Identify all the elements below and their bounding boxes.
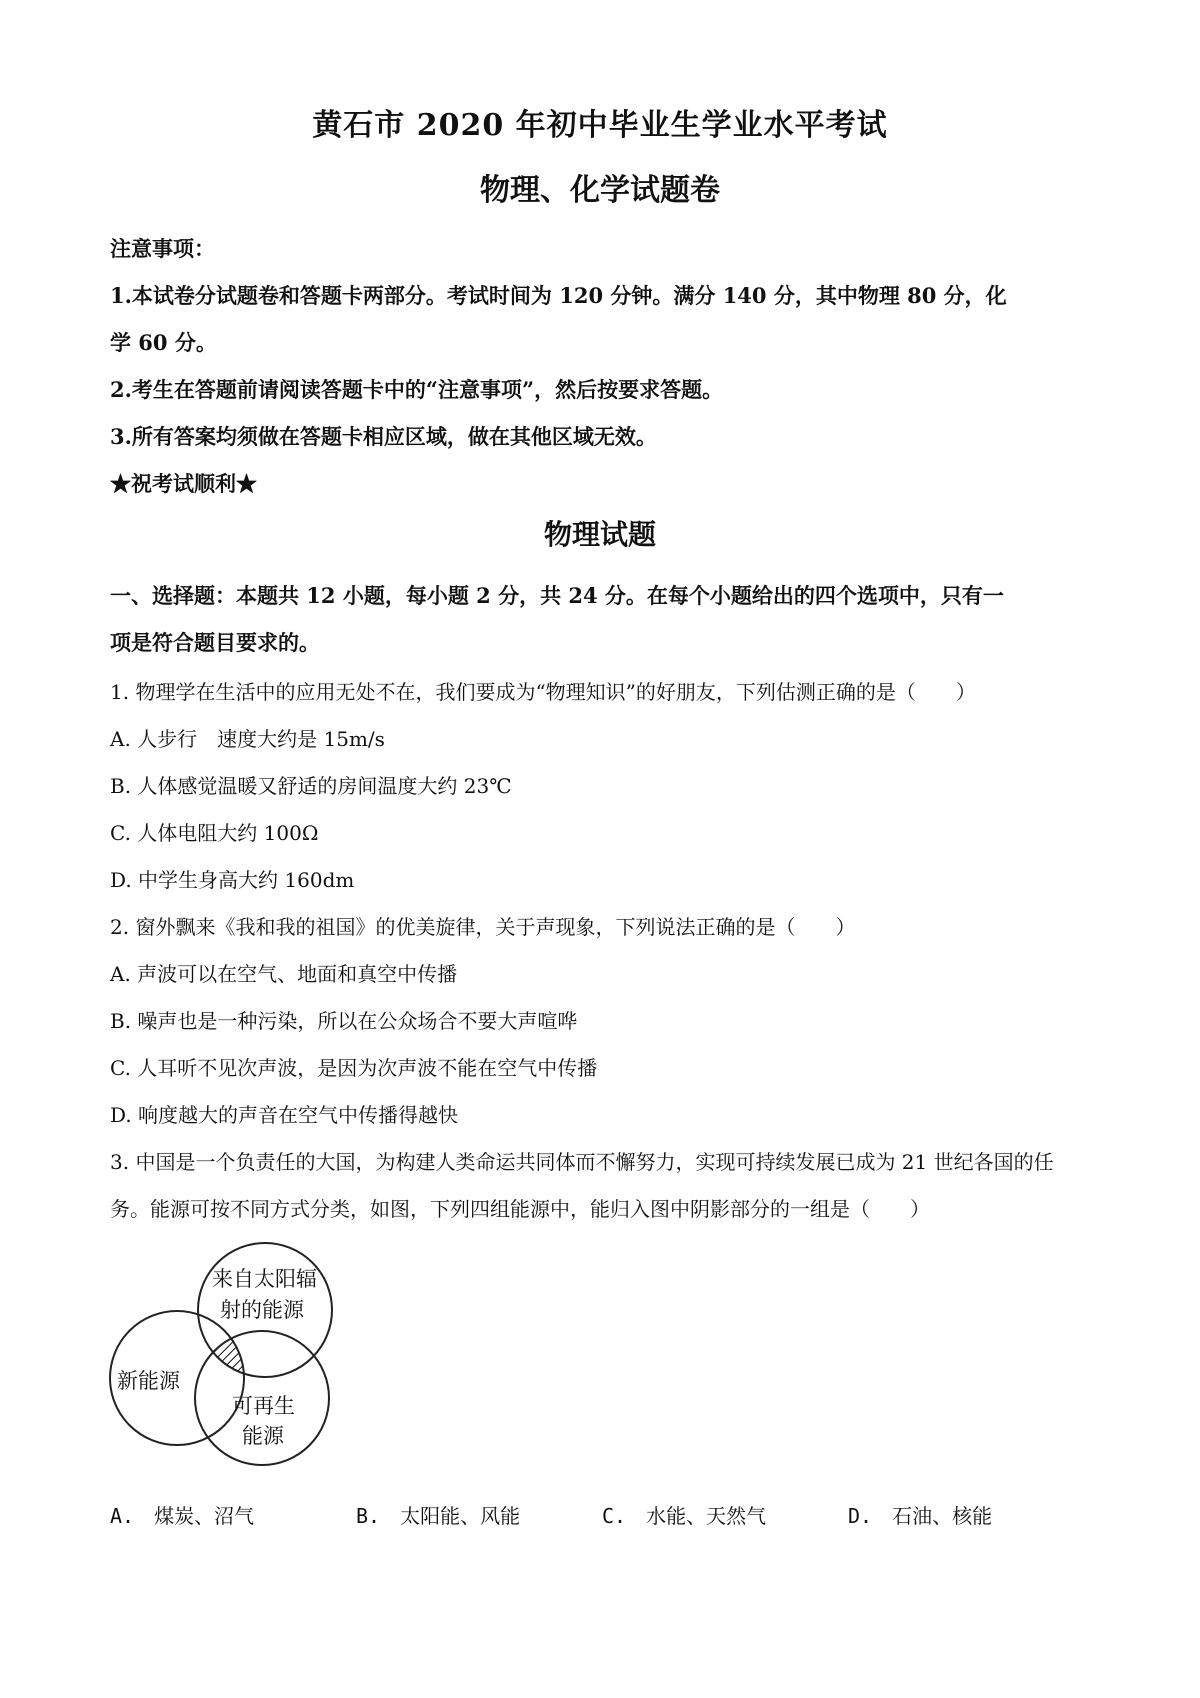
notice-item-3: 3.所有答案均须做在答题卡相应区域，做在其他区域无效。 (110, 424, 657, 449)
question-2-option-c: C. 人耳听不见次声波，是因为次声波不能在空气中传播 (110, 1056, 598, 1080)
section-instruction: 一、选择题：本题共 12 小题，每小题 2 分，共 24 分。在每个小题给出的四个选项中，只有一 (110, 583, 1004, 608)
notice-item-1-cont: 学 60 分。 (110, 330, 217, 355)
question-3-option-b: B. 太阳能、风能 (356, 1504, 521, 1528)
good-luck-line: ★祝考试顺利★ (110, 471, 257, 496)
notice-item-1: 1.本试卷分试题卷和答题卡两部分。考试时间为 120 分钟。满分 140 分，其中物理 80 分，化 (110, 283, 1007, 308)
notice-heading: 注意事项： (110, 236, 215, 261)
question-3-option-d: D. 石油、核能 (848, 1504, 993, 1528)
question-1-option-a: A. 人步行 速度大约是 15m/s (110, 727, 385, 751)
question-1-option-c: C. 人体电阻大约 100Ω (110, 821, 319, 845)
question-3-stem: 3. 中国是一个负责任的大国，为构建人类命运共同体而不懈努力，实现可持续发展已成为 21 世纪各国的任 (110, 1150, 1054, 1174)
question-2-option-d: D. 响度越大的声音在空气中传播得越快 (110, 1103, 459, 1127)
question-2-option-b: B. 噪声也是一种污染，所以在公众场合不要大声喧哗 (110, 1009, 578, 1033)
question-2-option-a: A. 声波可以在空气、地面和真空中传播 (110, 962, 458, 986)
question-1-option-b: B. 人体感觉温暖又舒适的房间温度大约 23℃ (110, 774, 512, 798)
question-3-stem-cont: 务。能源可按不同方式分类，如图，下列四组能源中，能归入图中阴影部分的一组是（ ） (110, 1197, 930, 1221)
energy-venn-diagram (105, 1240, 355, 1470)
question-1-option-d: D. 中学生身高大约 160dm (110, 868, 355, 892)
page-subtitle: 物理、化学试题卷 (480, 173, 720, 208)
page-title: 黄石市 2020 年初中毕业生学业水平考试 (312, 108, 888, 143)
section-title: 物理试题 (543, 518, 656, 551)
question-3-option-c: C. 水能、天然气 (602, 1504, 767, 1528)
section-instruction-cont: 项是符合题目要求的。 (110, 630, 320, 655)
renewable-label-2: 能源 (242, 1424, 284, 1448)
notice-item-2: 2.考生在答题前请阅读答题卡中的“注意事项”，然后按要求答题。 (110, 377, 724, 402)
question-2-stem: 2. 窗外飘来《我和我的祖国》的优美旋律，关于声现象，下列说法正确的是（ ） (110, 915, 856, 939)
question-3-option-a: A. 煤炭、沼气 (110, 1504, 255, 1528)
new-energy-label: 新能源 (117, 1369, 180, 1393)
solar-circle-label-2: 射的能源 (220, 1298, 304, 1322)
question-1-stem: 1. 物理学在生活中的应用无处不在，我们要成为“物理知识”的好朋友，下列估测正确的是（ ） (110, 680, 976, 704)
renewable-label-1: 可再生 (232, 1394, 295, 1418)
solar-circle-label-1: 来自太阳辐 (212, 1267, 317, 1291)
